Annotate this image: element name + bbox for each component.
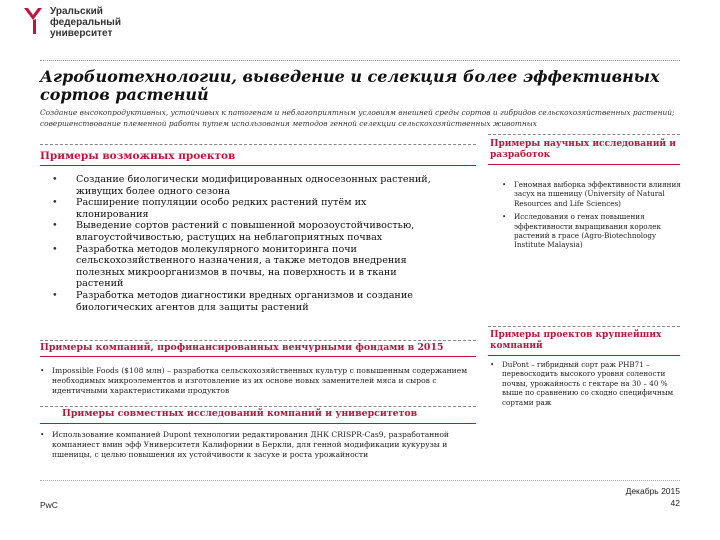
university-logo bbox=[22, 6, 121, 39]
list-item: • Расширение популяции особо редких растений путём их клонирования bbox=[52, 197, 442, 220]
joint-list bbox=[40, 430, 470, 464]
venture-heading-underline bbox=[40, 356, 476, 357]
university-name-line: Уральский bbox=[50, 6, 103, 17]
projects-heading-underline bbox=[40, 165, 476, 166]
joint-heading: Примеры совместных исследований компаний и университетов bbox=[62, 408, 418, 419]
university-name-line: университет bbox=[50, 28, 113, 39]
section-divider bbox=[40, 144, 476, 145]
bottom-divider bbox=[40, 480, 680, 481]
joint-heading-underline bbox=[40, 423, 476, 424]
venture-list bbox=[40, 366, 470, 400]
venture-heading: Примеры компаний, профинансированных венчурными фондами в 2015 bbox=[40, 342, 444, 353]
list-item: • Геномная выборка эффективности влияния засух на пшеницу (University of Natural Resources and Life Sciences) bbox=[502, 180, 682, 208]
ural-federal-university-logo-icon bbox=[22, 6, 44, 36]
list-item: • DuPont – гибридный сорт раж PHB71 – перевосходить высокого уровня солености почвы, урожайность с гектаре на 30 – 40 % выше по сравнению со сходно специфичным сортами раж bbox=[490, 360, 680, 407]
list-item: • Использование компанией Dupont технологии редактирования ДНК CRISPR-Cas9, разработанной компаниест вмин эфф Университетя Калифорнии в Беркли, для генной модификации кукурузы и пшеницы, с целью повышения их устойчивости к засухе и роста урожайности bbox=[40, 430, 470, 460]
university-name bbox=[50, 6, 121, 39]
section-divider bbox=[488, 326, 680, 327]
top-divider bbox=[40, 60, 680, 61]
projects-list bbox=[52, 174, 442, 313]
list-item: • Разработка методов диагностики вредных организмов и создание биологических агентов для защиты растений bbox=[52, 290, 442, 313]
list-item: • Выведение сортов растений с повышенной морозоустойчивостью, влагоустойчивостью, растущих на неблагоприятных почвах bbox=[52, 220, 442, 243]
footer-company: PwC bbox=[40, 500, 58, 510]
list-item: • Impossible Foods ($108 млн) – разработка сельскохозяйственных культур с повышенным содержанием необходимых микроэлементов и изготовление из их основе новых заменителей мяса и сыров с идентичными характеристиками продуктов bbox=[40, 366, 470, 396]
footer-date: Декабрь 2015 bbox=[625, 486, 680, 496]
section-divider bbox=[488, 134, 680, 135]
research-heading: Примеры научных исследований и разработок bbox=[490, 139, 676, 160]
research-list bbox=[502, 180, 682, 254]
large-companies-heading-underline bbox=[488, 355, 680, 356]
university-name-line: федеральный bbox=[50, 17, 121, 28]
slide-title: Агробиотехнологии, выведение и селекция более эффективных сортов растений bbox=[40, 67, 660, 104]
section-divider bbox=[40, 406, 476, 407]
large-companies-list bbox=[490, 360, 680, 411]
large-companies-heading: Примеры проектов крупнейших компаний bbox=[490, 330, 662, 351]
projects-heading: Примеры возможных проектов bbox=[40, 150, 236, 162]
section-divider bbox=[40, 340, 476, 341]
page-number: 42 bbox=[670, 498, 680, 508]
research-heading-underline bbox=[488, 164, 680, 165]
list-item: • Исследования о генах повышения эффективности выращивания королек растений в грасе (Agro-Biotechnology Institute Malaysia) bbox=[502, 212, 682, 250]
list-item: • Создание биологически модифицированных односезонных растений, живущих более одного сезона bbox=[52, 174, 442, 197]
slide-subtitle: Создание высокопродуктивных, устойчивых к патогенам и неблагоприятным условиям внешней среды сортов и гибридов сельскохозяйственных растений; совершенствование племенной работы путем использования методов генной селекции сельскохозяйственных животных bbox=[40, 108, 675, 128]
list-item: • Разработка методов молекулярного мониторинга почи сельскохозяйственного назначения, а также методов внедрения полезных микроорганизмов в почвы, на поверхность и в ткани растений bbox=[52, 244, 442, 290]
